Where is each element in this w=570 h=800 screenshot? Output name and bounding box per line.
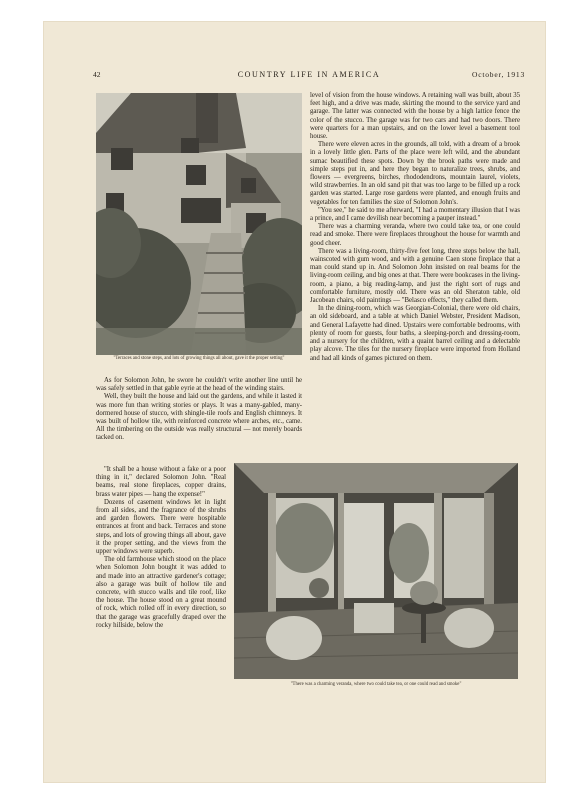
page-number: 42 (93, 70, 101, 79)
house-exterior-photo (96, 93, 302, 355)
running-head (93, 70, 525, 82)
paragraph: level of vision from the house windows. A retaining wall was built, about 35 feet high, and a drive was made, skirting the mound to the service yard and garage. The latter was connected with the house by a high lattice fence the color of the stucco. The garage was for two cars and had two doors. There were quarters for a man upstairs, and on the lower level a basement tool house. (310, 92, 520, 141)
paragraph: In the dining-room, which was Georgian-Colonial, there were old chairs, an old sideboard, and a table at which Daniel Webster, President Madison, and General Lafayette had dined. Upstairs were comfortable bedrooms, with plenty of room for guests, four baths, a sleeping-porch and dressing-room, and a nursery for the children, with a quaint barrel ceiling and a delectable play alcove. The tiles for the nursery fireplace were imported from Holland and had all kinds of games pictured on them. (310, 305, 520, 362)
paragraph: The old farmhouse which stood on the place when Solomon John bought it was added to and made into an attractive gardener's cottage; also a garage was built of hollow tile and concrete, with stucco walls and tile roof, like the house. The house stood on a great mound of rock, which rolled off in every direction, so that the garage was gracefully draped over the rocky hillside, below the (96, 556, 226, 629)
paragraph: Dozens of casement windows let in light from all sides, and the fragrance of the shrubs and garden flowers. There were hospitable entrances at front and back. Terraces and stone steps, and lots of growing things all about, gave it the proper setting, and the views from the upper windows were superb. (96, 498, 226, 556)
article-column-left-bottom (96, 466, 226, 630)
paragraph: As for Solomon John, he swore he couldn't write another line until he was safely settled in that gable eyrie at the head of the winding stairs. (96, 377, 302, 393)
paragraph: There was a charming veranda, where two could take tea, or one could read and smoke. There were fireplaces throughout the house for warmth and good cheer. (310, 223, 520, 247)
article-column-left-top (96, 377, 302, 443)
photo-caption-exterior: "Terraces and stone steps, and lots of growing things all about, gave it the proper setting" (113, 356, 285, 361)
paragraph: There was a living-room, thirty-five feet long, three steps below the hall, wainscoted with gum wood, and with a genuine Caen stone fireplace that a man could stand up in. And Solomon John insisted on real beams for the living-room ceiling, and big ones at that. There were bookcases in the living-room, a piano, a big reading-lamp, and just the right sort of rugs and comfortable furniture, mostly old. There was an old Sheraton table, old Jacobean chairs, old paintings — "Belasco effects," they called them. (310, 247, 520, 305)
paragraph: There were eleven acres in the grounds, all told, with a dream of a brook in a lovely little glen. Parts of the place were left wild, and the abundant sumac beautified these spots. Down by the brook paths were made and simple steps put in, and here they began to naturalize trees, shrubs, and flowers — evergreens, birches, rhododendrons, mountain laurel, violets, wild strawberries. In an old sand pit that was too large to be filled up a rock garden was started. Large rose gardens were planted, and enough fruits and vegetables for ten families the size of Solomon John's. (310, 141, 520, 206)
paragraph: "You see," he said to me afterward, "I had a momentary illusion that I was a prince, and I came devilish near becoming a pauper instead." (310, 206, 520, 223)
magazine-title: COUNTRY LIFE IN AMERICA (237, 70, 381, 79)
article-column-right (310, 92, 520, 363)
photo-caption-veranda: "There was a charming veranda, where two could take tea, or one could read and smoke" (290, 682, 462, 687)
paragraph: Well, they built the house and laid out the gardens, and while it lasted it was more fun than writing stories or plays. It was a many-gabled, many-dormered house of stucco, with shingle-tile roofs and English chimneys. It was built of hollow tile, with reinforced concrete where arches, etc., came. All the timbering on the outside was really structural — not merely boards tacked on. (96, 393, 302, 442)
issue-date: October, 1913 (471, 70, 525, 79)
veranda-photo (234, 463, 518, 679)
paragraph: "It shall be a house without a fake or a poor thing in it," declared Solomon John. "Real beams, real stone fireplaces, copper drains, brass water pipes — hang the expense!" (96, 466, 226, 498)
